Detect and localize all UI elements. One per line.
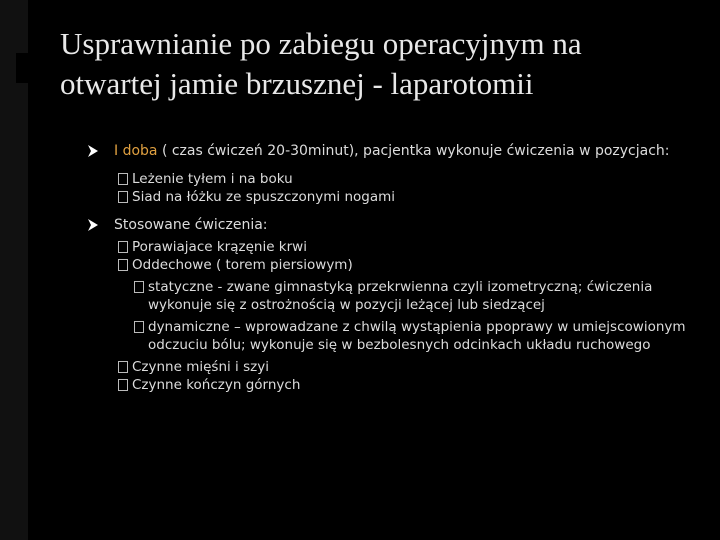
checkbox-bullet-icon <box>118 361 128 373</box>
checkbox-bullet-icon <box>118 241 128 253</box>
sub-sub-bullet <box>134 318 686 354</box>
checkbox-bullet-icon <box>118 379 128 391</box>
sub-bullet <box>118 188 686 206</box>
bullet-exercises <box>86 216 686 234</box>
slide-content <box>86 142 686 394</box>
sub-sub-bullet-text: statyczne - zwane gimnastyką przekrwienna czyli izometryczną; ćwiczenia wykonuje się z ostrożnością w pozycji leżącej lub siedzącej <box>148 279 653 313</box>
accent-block <box>16 53 30 83</box>
arrow-bullet-icon <box>86 216 100 234</box>
arrow-bullet-icon <box>86 142 100 160</box>
checkbox-bullet-icon <box>118 259 128 271</box>
sub-sub-bullet <box>134 278 686 314</box>
sub-bullet <box>118 170 686 188</box>
sub-bullet-text: Czynne kończyn górnych <box>132 377 301 393</box>
bullet-text: Stosowane ćwiczenia: <box>114 217 268 233</box>
checkbox-bullet-icon <box>118 173 128 185</box>
checkbox-bullet-icon <box>118 191 128 203</box>
sub-bullet-text: Leżenie tyłem i na boku <box>132 171 293 187</box>
sub-bullet-text: Czynne mięśni i szyi <box>132 359 269 375</box>
sub-bullet <box>118 256 686 274</box>
sub-bullet <box>118 358 686 376</box>
checkbox-bullet-icon <box>134 321 144 333</box>
sub-bullet <box>118 376 686 394</box>
bullet-highlight: I doba <box>114 143 158 159</box>
sub-bullet <box>118 238 686 256</box>
sub-bullet-text: Porawiajace krązęnie krwi <box>132 239 307 255</box>
sub-sub-bullet-text: dynamiczne – wprowadzane z chwilą wystąpienia ppoprawy w umiejscowionym odczuciu bólu; wykonuje się w bezbolesnych odcinkach układu ruchowego <box>148 319 686 353</box>
bullet-text: ( czas ćwiczeń 20-30minut), pacjentka wykonuje ćwiczenia w pozycjach: <box>157 143 670 159</box>
sub-bullet-text: Siad na łóżku ze spuszczonymi nogami <box>132 189 396 205</box>
checkbox-bullet-icon <box>134 281 144 293</box>
sub-bullet-text: Oddechowe ( torem piersiowym) <box>132 257 353 273</box>
slide-title: Usprawnianie po zabiegu operacyjnym na otwartej jamie brzusznej - laparotomii <box>60 26 582 101</box>
bullet-first-day <box>86 142 686 160</box>
